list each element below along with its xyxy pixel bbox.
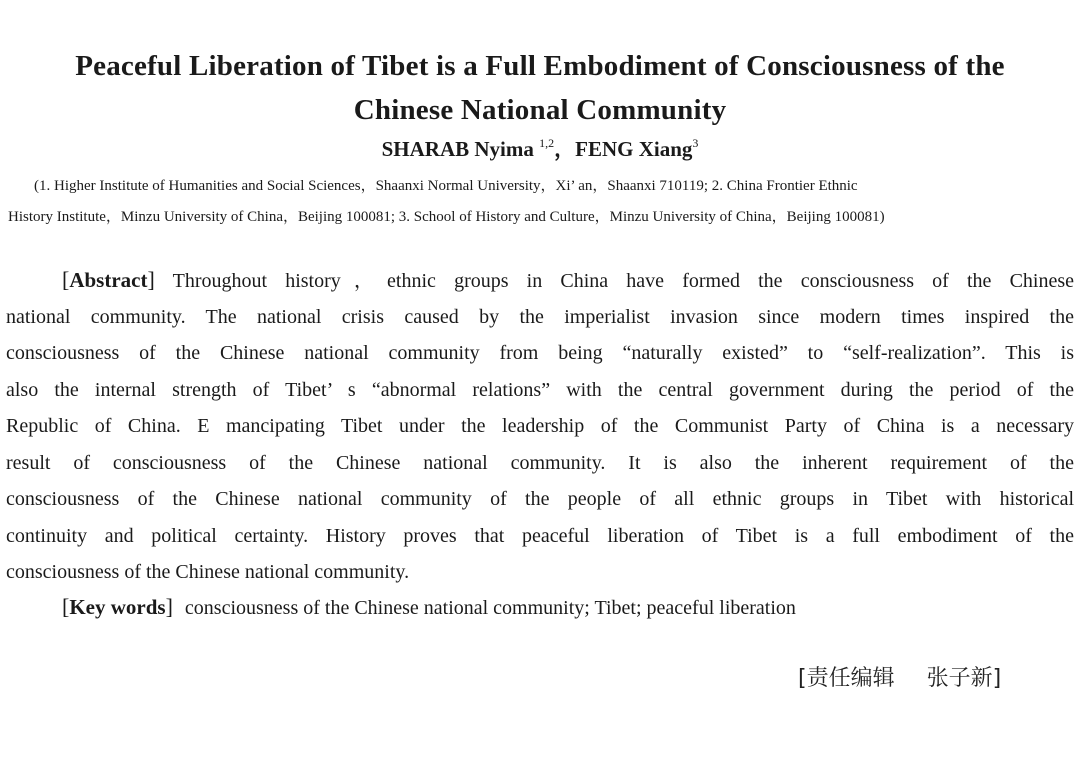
author-1-name: SHARAB Nyima [381, 137, 534, 161]
abstract-line: result of consciousness of the Chinese national community. It is also the inherent requirement of the [6, 451, 1074, 474]
abstract-label-close-bracket: ] [147, 267, 155, 292]
title-line-1: Peaceful Liberation of Tibet is a Full Embodiment of Consciousness of the [75, 50, 1005, 82]
paper-title [0, 44, 1080, 132]
abstract-line [6, 262, 1074, 299]
affiliation-line-2: History Institute，Minzu University of China，Beijing 100081; 3. School of History and Culture，Minzu University of China，Beijing 100081) [8, 209, 885, 225]
abstract-line: continuity and political certainty. History proves that peaceful liberation of Tibet is a full embodiment of the [6, 524, 1074, 547]
keywords-label-close-bracket: ] [165, 594, 173, 619]
author-2-affiliation-marker: 3 [692, 136, 699, 150]
keywords-label: Key words [69, 595, 166, 619]
abstract-line: national community. The national crisis caused by the imperialist invasion since modern times inspired the [6, 305, 1074, 328]
abstract-label-open-bracket: [ [62, 267, 70, 292]
author-1-affiliation-marker: 1,2 [539, 136, 555, 150]
abstract-line: also the internal strength of Tibet’ s “abnormal relations” with the central government during the period of the [6, 378, 1074, 401]
editor-open-bracket: [ [798, 666, 807, 691]
abstract-line: consciousness of the Chinese national community from being “naturally existed” to “self-realization”. This is [6, 342, 1074, 364]
abstract-line: consciousness of the Chinese national community. [6, 561, 410, 583]
author-2-name: FENG Xiang [575, 137, 693, 161]
keywords-text: consciousness of the Chinese national community; Tibet; peaceful liberation [184, 597, 796, 619]
responsible-editor [798, 662, 1001, 696]
abstract-line-text: Throughout history，ethnic groups in China have formed the consciousness of the Chinese [172, 270, 1075, 292]
abstract [6, 262, 1074, 591]
author-line [0, 134, 1080, 164]
editor-name: 张子新 [926, 666, 993, 691]
abstract-line: consciousness of the Chinese national community of the people of all ethnic groups in Tibet with historical [6, 488, 1074, 510]
abstract-line: Republic of China. E mancipating Tibet under the leadership of the Communist Party of China is a necessary [6, 415, 1074, 437]
affiliations [8, 171, 1072, 233]
title-line-2: Chinese National Community [353, 94, 727, 126]
editor-close-bracket: ] [992, 666, 1002, 691]
author-separator: ， [554, 137, 576, 161]
abstract-label: Abstract [69, 268, 148, 292]
affiliation-line-1: (1. Higher Institute of Humanities and Social Sciences，Shaanxi Normal University，Xi’ an，Shaanxi 710119; 2. China Frontier Ethnic [34, 178, 858, 194]
editor-label: 责任编辑 [806, 666, 895, 691]
keywords-label-open-bracket: [ [62, 594, 70, 619]
keywords [62, 589, 796, 626]
